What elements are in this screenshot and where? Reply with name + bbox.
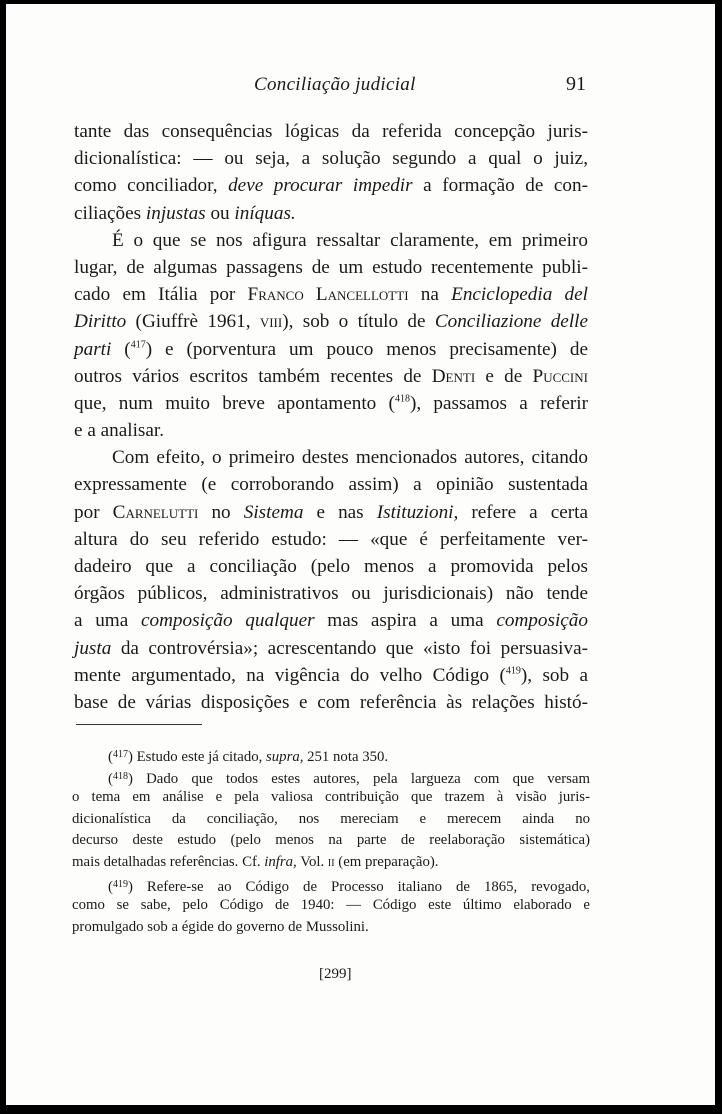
text-line: [74, 281, 588, 308]
text-run: a uma: [74, 610, 141, 632]
text-run: mais detalhadas referências. Cf.: [72, 853, 265, 870]
text-line: [74, 363, 588, 390]
text-run: no: [198, 501, 244, 523]
text-line: dicionalística: — ou seja, a solução segundo a qual o juiz,: [74, 148, 588, 170]
text-run: ou: [205, 202, 235, 224]
text-line: [74, 499, 588, 526]
text-run: outros vários escritos também recentes de: [74, 365, 432, 387]
emphasis: composição: [496, 610, 588, 632]
signature-mark: [299]: [319, 966, 352, 982]
text-run: (em preparação).: [334, 853, 439, 870]
emphasis: Sistema: [243, 501, 304, 523]
text-line: [74, 172, 588, 199]
text-run: 251 nota 350.: [303, 749, 389, 765]
text-run: ciliações: [74, 202, 146, 224]
text-run: a formação de con-: [412, 175, 588, 197]
running-title: Conciliação judicial: [254, 74, 416, 95]
footnote-line: [72, 852, 590, 874]
emphasis: iníquas.: [234, 202, 296, 224]
footnote-line: promulgado sob a égide do governo de Mussolini.: [72, 918, 369, 935]
text-line: Com efeito, o primeiro destes mencionados autores, citando: [112, 447, 588, 469]
text-run: (: [111, 338, 131, 360]
body-text: [74, 118, 588, 716]
text-run: e de: [475, 365, 533, 387]
book-page: [6, 4, 715, 1105]
footnote-419: ($^{419}$) Refere-se ao Código de Processo italiano de 1865, revogado,: [108, 878, 590, 895]
footnote-line: dicionalística da conciliação, nos mereciam e merecem ainda no: [72, 810, 590, 827]
text-run: Estudo este já citado,: [136, 749, 267, 765]
text-line: dadeiro que a conciliação (pelo menos a promovida pelos: [74, 556, 588, 577]
text-run: refere a certa: [458, 501, 589, 523]
text-run: mas aspira a uma: [314, 610, 497, 632]
author-name: Denti: [431, 365, 476, 387]
author-name: Franco Lancellotti: [247, 284, 409, 306]
emphasis: Diritto: [74, 311, 127, 333]
text-line: expressamente (e corroborando assim) a opinião sustentada: [74, 474, 588, 496]
roman-numeral: ii: [327, 853, 335, 870]
text-run: na: [408, 284, 452, 306]
text-run: da controvérsia»; acrescentando que «isto foi persuasiva-: [111, 637, 588, 659]
emphasis: composição qualquer: [140, 610, 315, 632]
text-line: [74, 200, 588, 227]
text-run: e nas: [303, 501, 377, 523]
running-head: [6, 74, 715, 104]
footnote-417: ($^{417}$) Estudo este já citado, supra, 251 nota 350.: [108, 749, 389, 765]
text-line: base de várias disposições e com referência às relações histó-: [74, 691, 588, 713]
footnote-418: ($^{418}$) Dado que todos estes autores, pela largueza com que versam: [108, 770, 590, 787]
text-line: lugar, de algumas passagens de um estudo recentemente publi-: [74, 256, 588, 278]
text-run: ), passamos a referir: [409, 392, 588, 414]
text-run: ), sob a: [520, 664, 589, 686]
emphasis: Enciclopedia del: [451, 284, 588, 306]
emphasis: parti: [74, 338, 112, 360]
footnote-ref: 417: [130, 339, 146, 351]
footnote-ref: 419: [505, 665, 521, 677]
emphasis: deve procurar impedir: [228, 175, 413, 197]
footnote-line: como se sabe, pelo Código de 1940: — Código este último elaborado e: [72, 897, 590, 914]
emphasis: supra,: [266, 749, 304, 765]
text-line: órgãos públicos, administrativos ou jurisdicionais) não tende: [74, 583, 588, 605]
text-run: (Giuffrè 1961,: [126, 311, 260, 333]
text-run: por: [74, 501, 113, 523]
text-line: e a analisar.: [74, 420, 165, 442]
text-line: [74, 390, 588, 417]
text-run: ) e (porventura um pouco menos precisamente) de: [145, 338, 589, 360]
text-line: tante das consequências lógicas da referida concepção juris-: [74, 121, 588, 142]
text-line: [74, 662, 588, 689]
footnote-mark: 417: [112, 749, 128, 760]
text-line: altura do seu referido estudo: — «que é perfeitamente ver-: [74, 528, 588, 550]
text-run: Dado que todos estes autores, pela largueza com que versam: [146, 770, 590, 787]
text-run: mente argumentado, na vigência do velho Código (: [74, 664, 506, 686]
text-line: É o que se nos afigura ressaltar claramente, em primeiro: [112, 229, 588, 251]
author-name: Carnelutti: [112, 501, 199, 523]
footnotes: [72, 744, 590, 938]
text-run: como conciliador,: [74, 175, 229, 197]
text-run: Vol.: [296, 853, 328, 870]
text-run: Refere-se ao Código de Processo italiano de 1865, revogado,: [146, 878, 590, 895]
text-run: que, num muito breve apontamento (: [74, 392, 395, 414]
footnote-divider: [76, 724, 202, 725]
text-line: [74, 607, 588, 634]
text-line: [74, 308, 588, 335]
footnote-mark: 419: [112, 878, 128, 890]
footnote-ref: 418: [394, 393, 410, 405]
text-line: [74, 635, 588, 662]
text-line: [74, 336, 588, 363]
footnote-mark: 418: [112, 770, 128, 782]
emphasis: injustas: [145, 202, 206, 224]
emphasis: justa: [74, 637, 112, 659]
text-run: ), sob o título de: [282, 311, 435, 333]
roman-numeral: viii: [259, 311, 283, 333]
emphasis: Istituzioni,: [376, 501, 459, 523]
footnote-line: o tema em análise e pela valiosa contribuição que trazem à visão juris-: [72, 789, 590, 806]
text-run: cado em Itália por: [74, 284, 248, 306]
footnote-line: decurso deste estudo (pelo menos na parte de reelaboração sistemática): [72, 832, 590, 849]
author-name: Puccini: [532, 365, 588, 387]
page-number: 91: [566, 73, 586, 95]
emphasis: infra,: [264, 853, 297, 870]
emphasis: Conciliazione delle: [434, 311, 588, 333]
